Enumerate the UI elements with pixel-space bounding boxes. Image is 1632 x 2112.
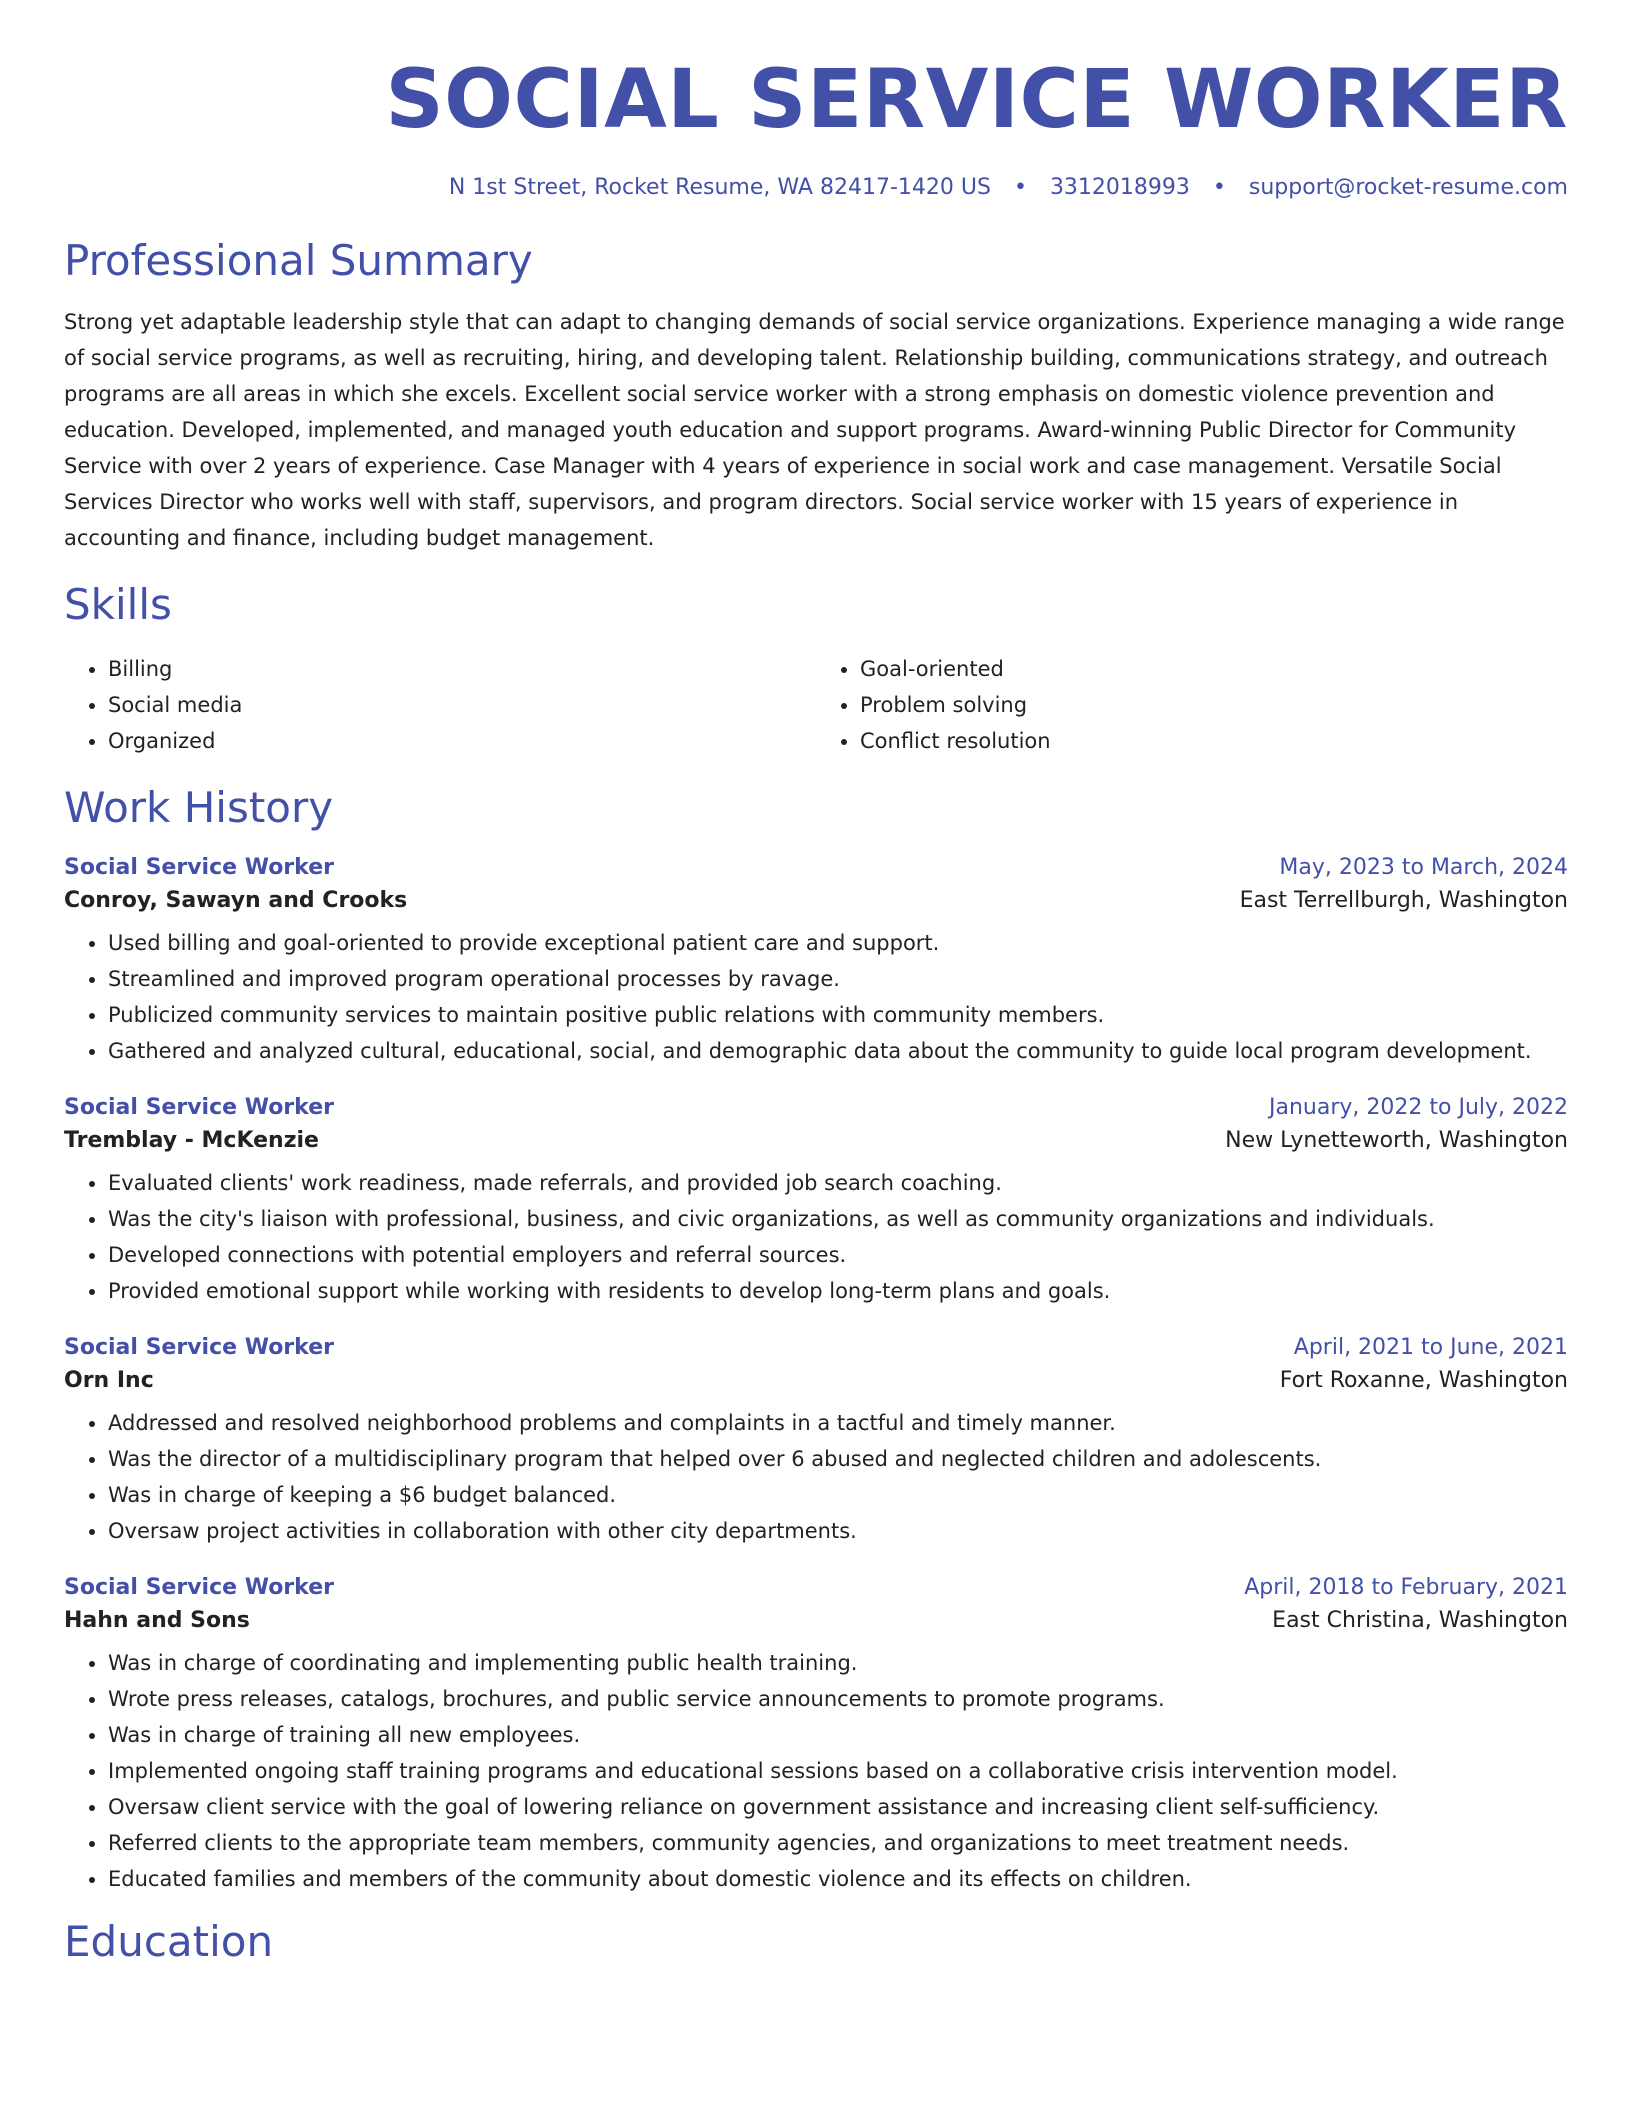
skill-item: • Organized xyxy=(108,723,816,759)
job-bullet: • Gathered and analyzed cultural, educational, social, and demographic data about the community to guide local program development. xyxy=(108,1033,1568,1069)
job-bullet: • Was the director of a multidisciplinary program that helped over 6 abused and neglected children and adolescents. xyxy=(108,1441,1568,1477)
job-location: New Lynetteworth, Washington xyxy=(1225,1128,1568,1154)
job-company-row xyxy=(64,1128,1568,1153)
job-bullet: • Streamlined and improved program operational processes by ravage. xyxy=(108,961,1568,997)
resume-title: SOCIAL SERVICE WORKER xyxy=(385,53,1568,147)
job-company-row xyxy=(64,1368,1568,1393)
job-entry xyxy=(64,1335,1568,1549)
skills-column-left xyxy=(64,651,816,759)
contact-separator: • xyxy=(1212,175,1226,200)
job-dates: January, 2022 to July, 2022 xyxy=(1269,1095,1568,1121)
job-company-row xyxy=(64,1608,1568,1633)
job-bullets xyxy=(64,1165,1568,1309)
summary-text: Strong yet adaptable leadership style that can adapt to changing demands of social service organizations. Experience managing a wide range of social service programs, as well as recruiting, hiring, and developing talent. Relationship building, communications strategy, and outreach programs are all areas in which she excels. Excellent social service worker with a strong emphasis on domestic violence prevention and education. Developed, implemented, and managed youth education and support programs. Award-winning Public Director for Community Service with over 2 years of experience. Case Manager with 4 years of experience in social work and case management. Versatile Social Services Director who works well with staff, supervisors, and program directors. Social service worker with 15 years of experience in accounting and finance, including budget management. xyxy=(64,310,1565,551)
job-dates: May, 2023 to March, 2024 xyxy=(1279,855,1568,881)
job-dates: April, 2018 to February, 2021 xyxy=(1244,1575,1568,1601)
job-bullet: • Used billing and goal-oriented to provide exceptional patient care and support. xyxy=(108,925,1568,961)
job-bullet: • Oversaw client service with the goal of lowering reliance on government assistance and increasing client self-sufficiency. xyxy=(108,1789,1568,1825)
job-bullets xyxy=(64,1645,1568,1897)
job-bullet: • Was the city's liaison with professional, business, and civic organizations, as well as community organizations and individuals. xyxy=(108,1201,1568,1237)
skill-item: • Goal-oriented xyxy=(860,651,1568,687)
job-entry xyxy=(64,1095,1568,1309)
contact-line xyxy=(64,175,1568,200)
job-bullet: • Evaluated clients' work readiness, made referrals, and provided job search coaching. xyxy=(108,1165,1568,1201)
company-name: Hahn and Sons xyxy=(64,1608,250,1634)
skill-item: • Billing xyxy=(108,651,816,687)
email: support@rocket-resume.com xyxy=(1248,175,1568,200)
job-company-row xyxy=(64,888,1568,913)
job-bullets xyxy=(64,1405,1568,1549)
job-bullet: • Was in charge of coordinating and implementing public health training. xyxy=(108,1645,1568,1681)
job-bullet: • Was in charge of keeping a $6 budget balanced. xyxy=(108,1477,1568,1513)
job-location: East Terrellburgh, Washington xyxy=(1239,888,1568,914)
contact-separator: • xyxy=(1013,175,1027,200)
job-header-row xyxy=(64,1095,1568,1120)
job-bullet: • Addressed and resolved neighborhood problems and complaints in a tactful and timely manner. xyxy=(108,1405,1568,1441)
job-title: Social Service Worker xyxy=(64,855,334,881)
job-bullet: • Educated families and members of the community about domestic violence and its effects on children. xyxy=(108,1861,1568,1897)
job-dates: April, 2021 to June, 2021 xyxy=(1293,1335,1568,1361)
job-entry xyxy=(64,855,1568,1069)
skill-item: • Problem solving xyxy=(860,687,1568,723)
phone: 3312018993 xyxy=(1049,175,1190,200)
job-title: Social Service Worker xyxy=(64,1095,334,1121)
job-bullet: • Provided emotional support while working with residents to develop long-term plans and goals. xyxy=(108,1273,1568,1309)
skills-heading: Skills xyxy=(64,580,172,630)
work-history-heading: Work History xyxy=(64,782,334,832)
skills-list xyxy=(64,651,1568,759)
skill-item: • Conflict resolution xyxy=(860,723,1568,759)
summary-heading: Professional Summary xyxy=(64,236,533,285)
job-location: Fort Roxanne, Washington xyxy=(1279,1368,1568,1394)
job-header-row xyxy=(64,1575,1568,1600)
education-heading: Education xyxy=(64,1917,274,1967)
address: N 1st Street, Rocket Resume, WA 82417-1420 US xyxy=(448,175,991,200)
job-bullet: • Wrote press releases, catalogs, brochures, and public service announcements to promote programs. xyxy=(108,1681,1568,1717)
company-name: Orn Inc xyxy=(64,1368,154,1394)
job-bullet: • Publicized community services to maintain positive public relations with community members. xyxy=(108,997,1568,1033)
job-title: Social Service Worker xyxy=(64,1575,334,1601)
job-bullet: • Oversaw project activities in collaboration with other city departments. xyxy=(108,1513,1568,1549)
job-bullet: • Implemented ongoing staff training programs and educational sessions based on a collaborative crisis intervention model. xyxy=(108,1753,1568,1789)
company-name: Tremblay - McKenzie xyxy=(64,1128,319,1154)
company-name: Conroy, Sawayn and Crooks xyxy=(64,888,408,914)
job-header-row xyxy=(64,855,1568,880)
job-bullet: • Developed connections with potential employers and referral sources. xyxy=(108,1237,1568,1273)
job-header-row xyxy=(64,1335,1568,1360)
skills-column-right xyxy=(816,651,1568,759)
job-entry xyxy=(64,1575,1568,1897)
job-title: Social Service Worker xyxy=(64,1335,334,1361)
job-bullet: • Was in charge of training all new employees. xyxy=(108,1717,1568,1753)
skill-item: • Social media xyxy=(108,687,816,723)
job-bullets xyxy=(64,925,1568,1069)
job-location: East Christina, Washington xyxy=(1272,1608,1568,1634)
job-bullet: • Referred clients to the appropriate team members, community agencies, and organizations to meet treatment needs. xyxy=(108,1825,1568,1861)
